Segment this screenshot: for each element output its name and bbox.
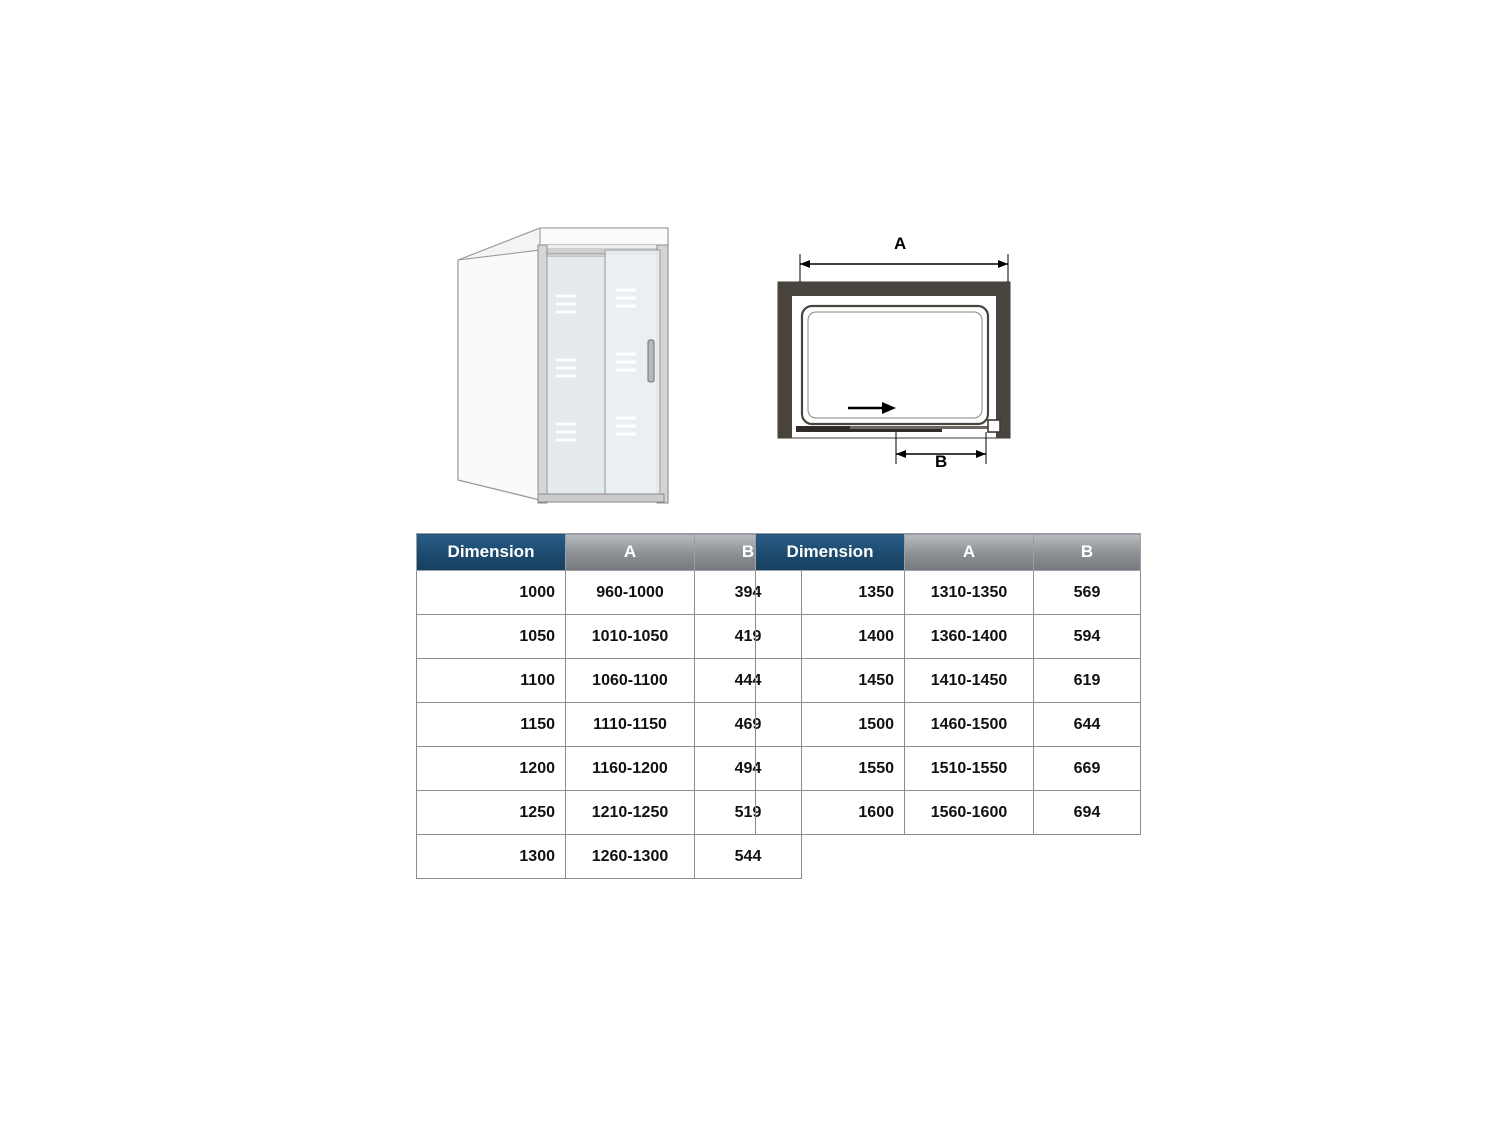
- cell-b: 494: [695, 747, 802, 791]
- cell-a: 1310-1350: [905, 571, 1034, 615]
- cell-dimension: 1300: [417, 835, 566, 879]
- cell-a: 1510-1550: [905, 747, 1034, 791]
- table-row: [417, 747, 802, 791]
- cell-a: 1010-1050: [566, 615, 695, 659]
- cell-a: 1210-1250: [566, 791, 695, 835]
- cell-b: 394: [695, 571, 802, 615]
- cell-dimension: 1100: [417, 659, 566, 703]
- header-a: A: [566, 534, 695, 571]
- cell-a: 1060-1100: [566, 659, 695, 703]
- table-row: [417, 835, 802, 879]
- cell-b: 619: [1034, 659, 1141, 703]
- table-header-right: [756, 534, 1141, 571]
- table-row: [756, 747, 1141, 791]
- cell-b: 594: [1034, 615, 1141, 659]
- dimension-label-a: A: [894, 234, 907, 253]
- cell-dimension: 1050: [417, 615, 566, 659]
- cell-dimension: 1450: [756, 659, 905, 703]
- cell-a: 1460-1500: [905, 703, 1034, 747]
- dimension-table-right: [755, 533, 1141, 835]
- table-row: [756, 791, 1141, 835]
- cell-a: 1110-1150: [566, 703, 695, 747]
- cell-b: 469: [695, 703, 802, 747]
- table-row: [417, 791, 802, 835]
- header-dimension: Dimension: [756, 534, 905, 571]
- table-row: [756, 703, 1141, 747]
- cell-dimension: 1150: [417, 703, 566, 747]
- plan-view-svg: [760, 240, 1040, 490]
- table-header-row: [417, 534, 802, 571]
- cell-dimension: 1600: [756, 791, 905, 835]
- cell-b: 444: [695, 659, 802, 703]
- header-b: B: [1034, 534, 1141, 571]
- cell-dimension: 1400: [756, 615, 905, 659]
- table-row: [417, 615, 802, 659]
- table-row: [417, 659, 802, 703]
- cell-b: 419: [695, 615, 802, 659]
- cell-a: 1260-1300: [566, 835, 695, 879]
- table-header-row: [756, 534, 1141, 571]
- cell-b: 569: [1034, 571, 1141, 615]
- table-body-left: [417, 571, 802, 879]
- cell-a: 1560-1600: [905, 791, 1034, 835]
- cell-a: 1360-1400: [905, 615, 1034, 659]
- isometric-svg: [430, 210, 710, 520]
- cell-dimension: 1000: [417, 571, 566, 615]
- table-row: [756, 571, 1141, 615]
- cell-b: 669: [1034, 747, 1141, 791]
- cell-dimension: 1550: [756, 747, 905, 791]
- cell-b: 519: [695, 791, 802, 835]
- cell-a: 1160-1200: [566, 747, 695, 791]
- header-b: B: [695, 534, 802, 571]
- table-row: [417, 703, 802, 747]
- table-row: [756, 615, 1141, 659]
- plan-view-shower-enclosure: [760, 234, 1040, 490]
- header-dimension: Dimension: [417, 534, 566, 571]
- header-a: A: [905, 534, 1034, 571]
- cell-b: 644: [1034, 703, 1141, 747]
- cell-dimension: 1250: [417, 791, 566, 835]
- cell-dimension: 1200: [417, 747, 566, 791]
- dimension-label-b: B: [935, 452, 948, 471]
- table-row: [417, 571, 802, 615]
- cell-dimension: 1500: [756, 703, 905, 747]
- cell-b: 544: [695, 835, 802, 879]
- table-row: [756, 659, 1141, 703]
- dimension-table-left: [416, 533, 802, 879]
- cell-a: 960-1000: [566, 571, 695, 615]
- isometric-shower-enclosure: [430, 210, 710, 520]
- table-body-right: [756, 571, 1141, 835]
- cell-a: 1410-1450: [905, 659, 1034, 703]
- table-header-left: [417, 534, 802, 571]
- cell-dimension: 1350: [756, 571, 905, 615]
- cell-b: 694: [1034, 791, 1141, 835]
